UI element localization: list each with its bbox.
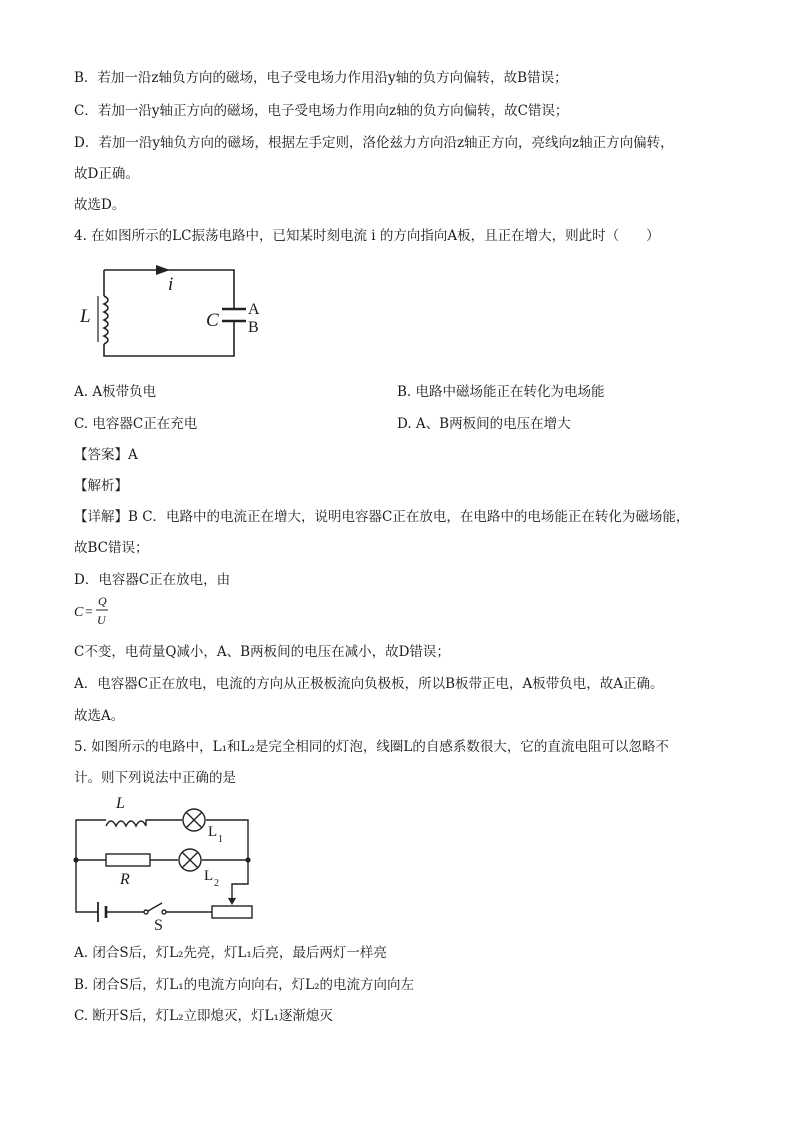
formula-equals: = (85, 605, 93, 620)
slider-arrow-icon (228, 898, 236, 905)
label-c: C (206, 310, 219, 331)
resistor-r (106, 854, 150, 866)
label-l1-sub: 1 (218, 834, 223, 845)
junction-right-dot (245, 857, 250, 862)
label-i: i (168, 274, 174, 295)
switch-contact-left (144, 910, 148, 914)
inductor-coil (104, 296, 108, 344)
option-4a: A. A板带负电 (74, 384, 157, 400)
formula-c: C (74, 605, 84, 620)
switch-s-icon (148, 903, 162, 911)
label-a: A (248, 301, 260, 318)
option-4d: D. A、B两板间的电压在增大 (397, 416, 571, 432)
text-answer-d: 故选D。 (74, 197, 126, 213)
detail-line-2: 故BC错误； (74, 540, 149, 556)
text-line-b: B．若加一沿z轴负方向的磁场，电子受电场力作用沿y轴的负方向偏转，故B错误； (74, 70, 568, 86)
label-l1: L (208, 824, 218, 840)
formula-u: U (97, 613, 106, 627)
inductor-coil (106, 821, 146, 826)
option-5b: B. 闭合S后，灯L₁的电流方向向右，灯L₂的电流方向向左 (74, 977, 415, 993)
question-5: 5. 如图所示的电路中，L₁和L₂是完全相同的灯泡，线圈L的自感系数很大，它的直流电阻可以忽略不 (74, 739, 669, 755)
option-4c: C. 电容器C正在充电 (74, 416, 198, 432)
option-5a: A. 闭合S后，灯L₂先亮，灯L₁后亮，最后两灯一样亮 (74, 945, 387, 961)
detail-line-d: D．电容器C正在放电，由 (74, 572, 231, 588)
label-l2-sub: 2 (214, 878, 219, 889)
analysis-label: 【解析】 (74, 478, 128, 494)
formula-q: Q (98, 594, 107, 608)
label-b: B (248, 319, 259, 336)
rheostat (212, 906, 252, 918)
label-l: L (116, 795, 125, 812)
label-s: S (154, 917, 163, 932)
switch-contact-right (162, 910, 166, 914)
label-r: R (120, 871, 130, 888)
capacitance-formula (72, 592, 122, 632)
detail-line-a: A．电容器C正在放电，电流的方向从正极板流向负极板，所以B板带正电，A板带负电，故A正确。 (74, 676, 664, 692)
text-answer-a: 故选A。 (74, 708, 125, 724)
text-line-c: C．若加一沿y轴正方向的磁场，电子受电场力作用向z轴的负方向偏转，故C错误； (74, 103, 569, 119)
question-5-cont: 计。则下列说法中正确的是 (74, 770, 236, 786)
label-l: L (80, 306, 91, 327)
detail-line-1: 【详解】B C．电路中的电流正在增大，说明电容器C正在放电，在电路中的电场能正在转化为磁场能， (74, 509, 690, 525)
label-l2: L (204, 868, 214, 884)
junction-left-dot (73, 857, 78, 862)
detail-line-d2: C不变，电荷量Q减小，A、B两板间的电压在减小，故D错误； (74, 644, 450, 660)
answer-label: 【答案】A (74, 447, 138, 463)
text-line-d: D．若加一沿y轴负方向的磁场，根据左手定则，洛伦兹力方向沿z轴正方向，亮线向z轴正方向偏转， (74, 135, 674, 151)
text-line-d-cont: 故D正确。 (74, 166, 139, 182)
question-4: 4. 在如图所示的LC振荡电路中，已知某时刻电流 i 的方向指向A板，且正在增大，则此时（ ） (74, 228, 660, 244)
lc-circuit-diagram (74, 258, 274, 366)
rl-circuit-diagram (70, 792, 270, 932)
option-4b: B. 电路中磁场能正在转化为电场能 (397, 384, 605, 400)
option-5c: C. 断开S后，灯L₂立即熄灭，灯L₁逐渐熄灭 (74, 1008, 333, 1024)
